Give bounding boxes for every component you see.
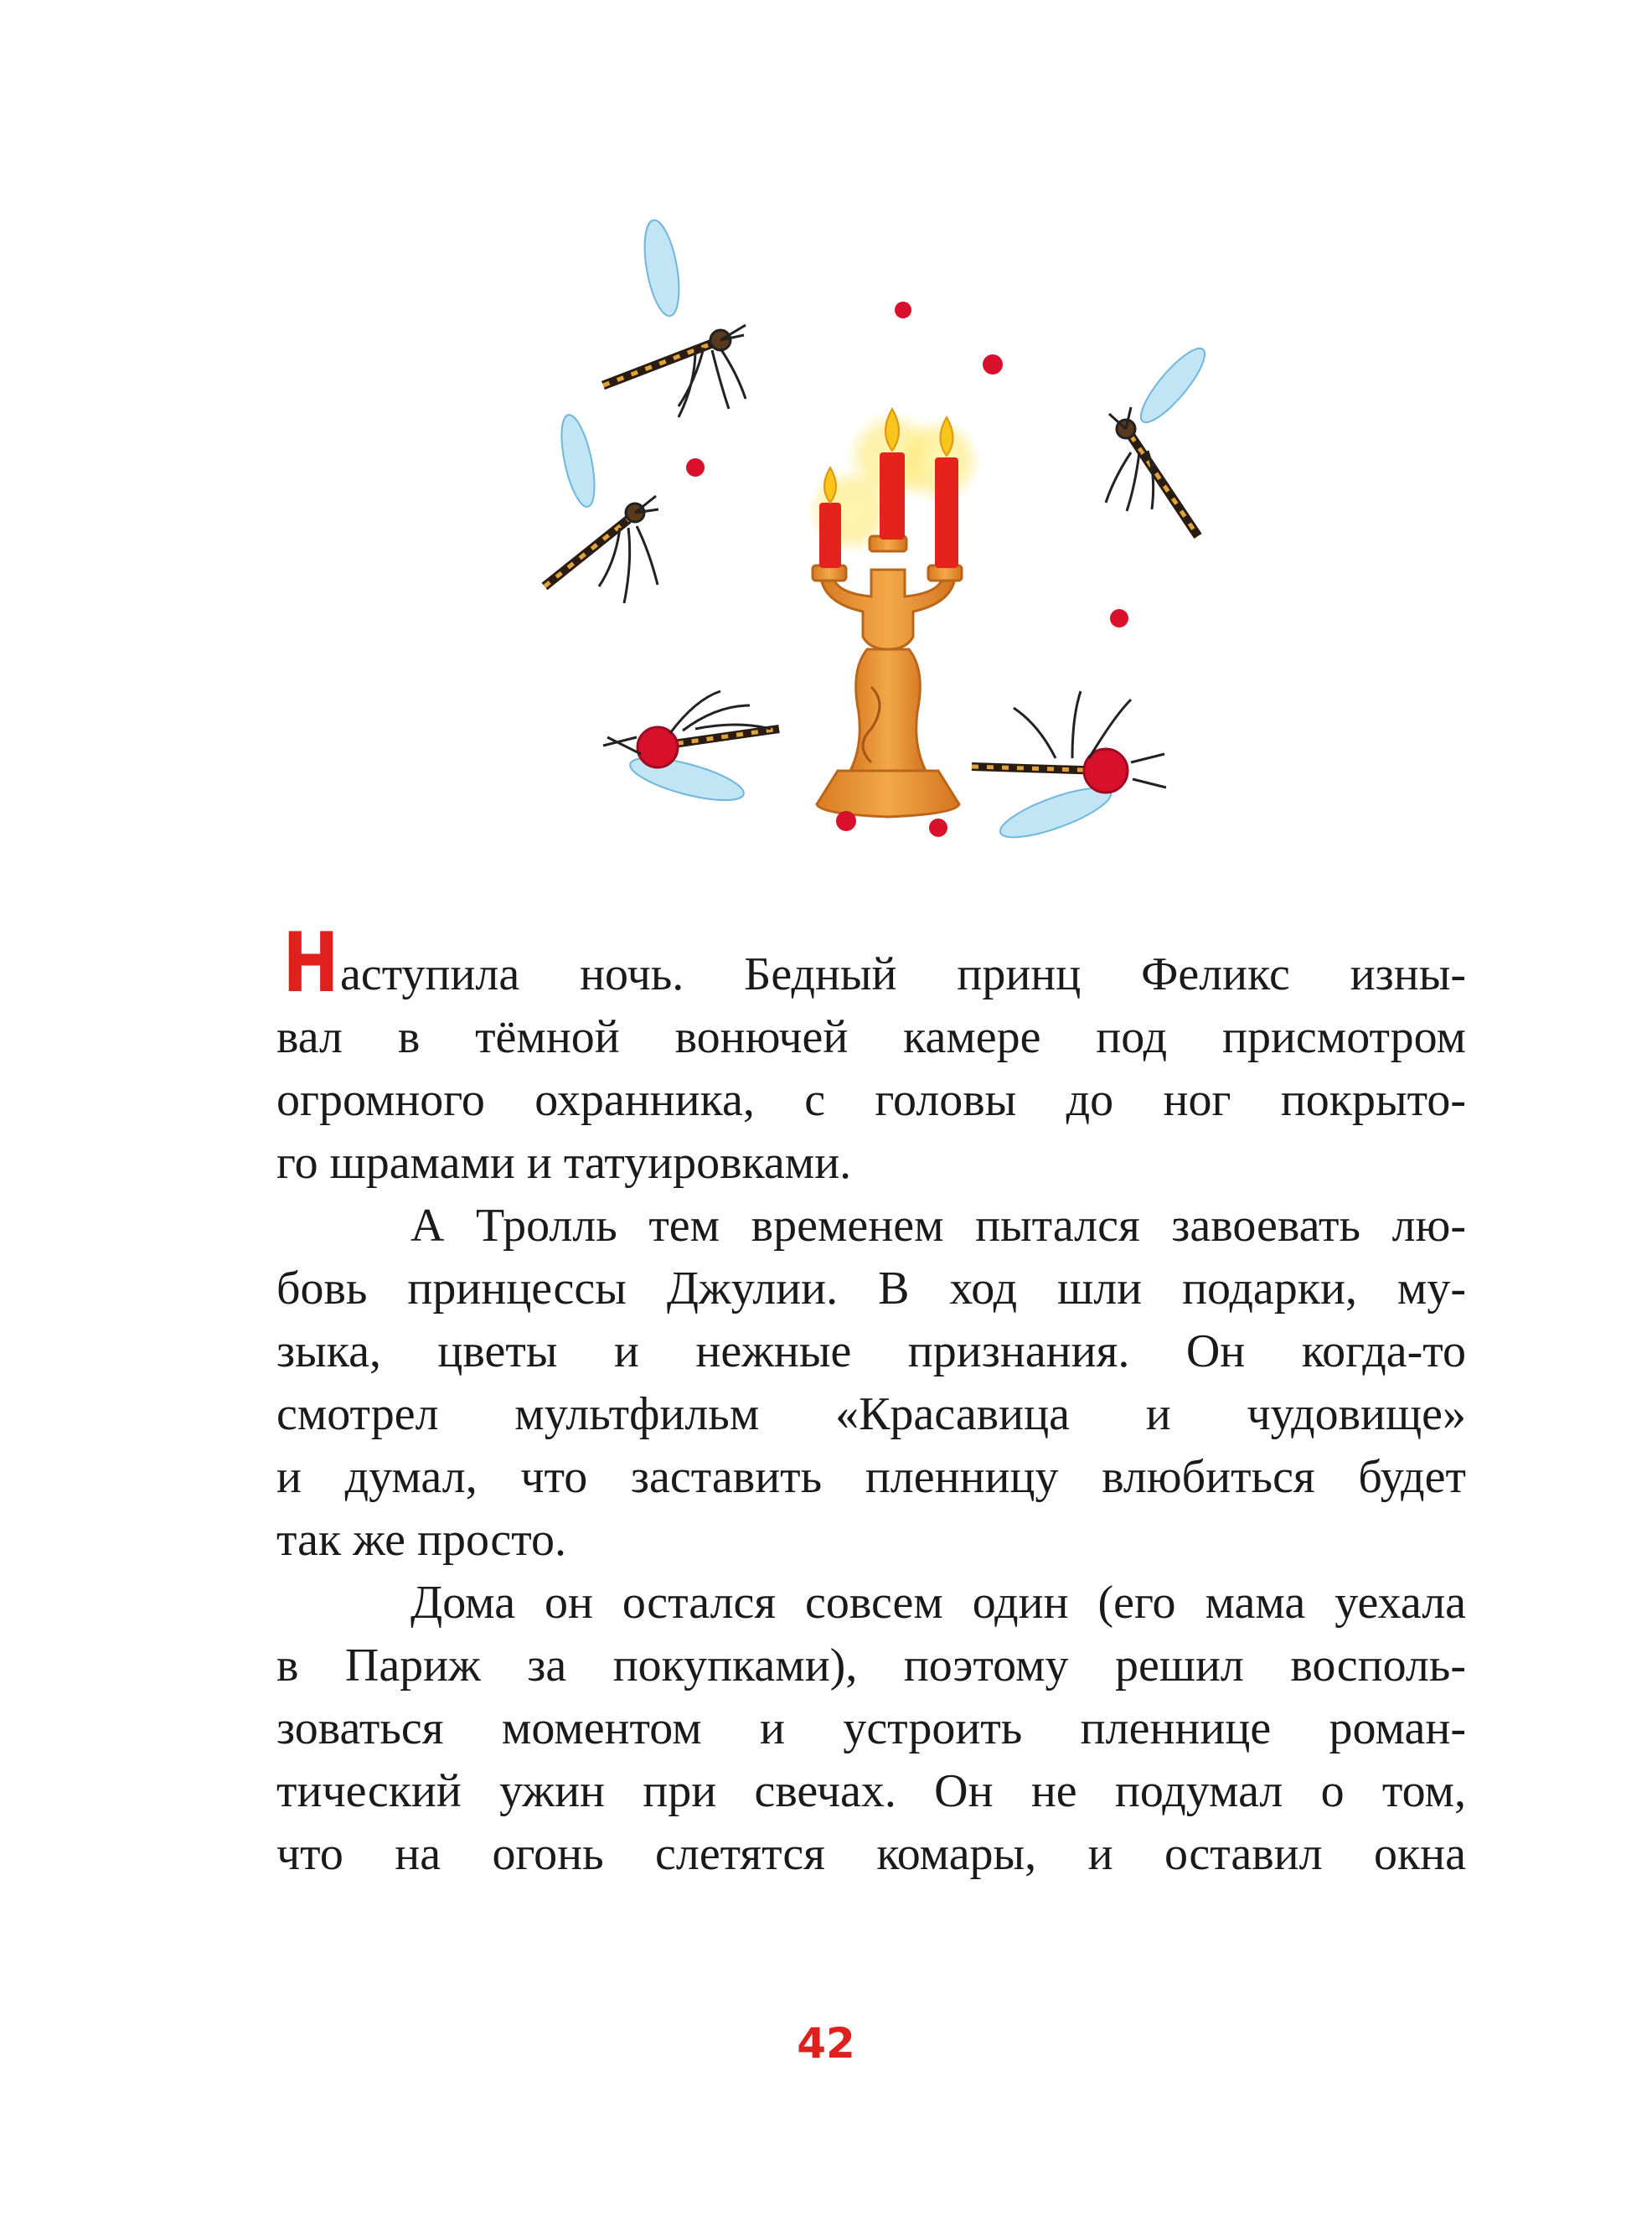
mosquito-top-left — [603, 218, 746, 417]
text-line: что на огонь слетятся комары, и оставил окна — [276, 1828, 1466, 1880]
text-line: зоваться моментом и устроить пленнице роман- — [276, 1702, 1466, 1754]
mosquito-bottom-left — [603, 691, 779, 809]
text-line: А Тролль тем временем пытался завоевать лю- — [410, 1200, 1466, 1252]
page-number: 42 — [797, 2019, 855, 2068]
mosquito-left — [545, 412, 658, 603]
text-line: смотрел мультфильм «Красавица и чудовище» — [276, 1388, 1466, 1440]
candelabra — [813, 536, 962, 817]
candelabra-illustration — [469, 134, 1290, 922]
text-line: Дома он остался совсем один (его мама уехала — [410, 1577, 1466, 1629]
mosquito-right — [1106, 341, 1213, 536]
text-line: тический ужин при свечах. Он не подумал о том, — [276, 1765, 1466, 1817]
text-line: так же просто. — [276, 1514, 566, 1566]
text-line: огромного охранника, с головы до ног покрыто- — [276, 1074, 1466, 1126]
text-line: го шрамами и татуировками. — [276, 1137, 852, 1189]
text-line: Наступила ночь. Бедный принц Феликс изны- — [282, 916, 1466, 1011]
story-text — [276, 916, 1466, 1886]
text-line: вал в тёмной вонючей камере под присмотром — [276, 1011, 1466, 1063]
text-line: и думал, что заставить пленницу влюбиться будет — [276, 1451, 1466, 1503]
text-line: бовь принцессы Джулии. В ход шли подарки, му- — [276, 1263, 1466, 1314]
text-line: в Париж за покупками), поэтому решил восполь- — [276, 1640, 1466, 1691]
text-line: зыка, цветы и нежные признания. Он когда-то — [276, 1325, 1466, 1377]
candelabra-mosquitoes-icon — [469, 134, 1290, 922]
mosquito-bottom-right — [972, 691, 1166, 847]
dropcap: Н — [282, 916, 339, 1011]
